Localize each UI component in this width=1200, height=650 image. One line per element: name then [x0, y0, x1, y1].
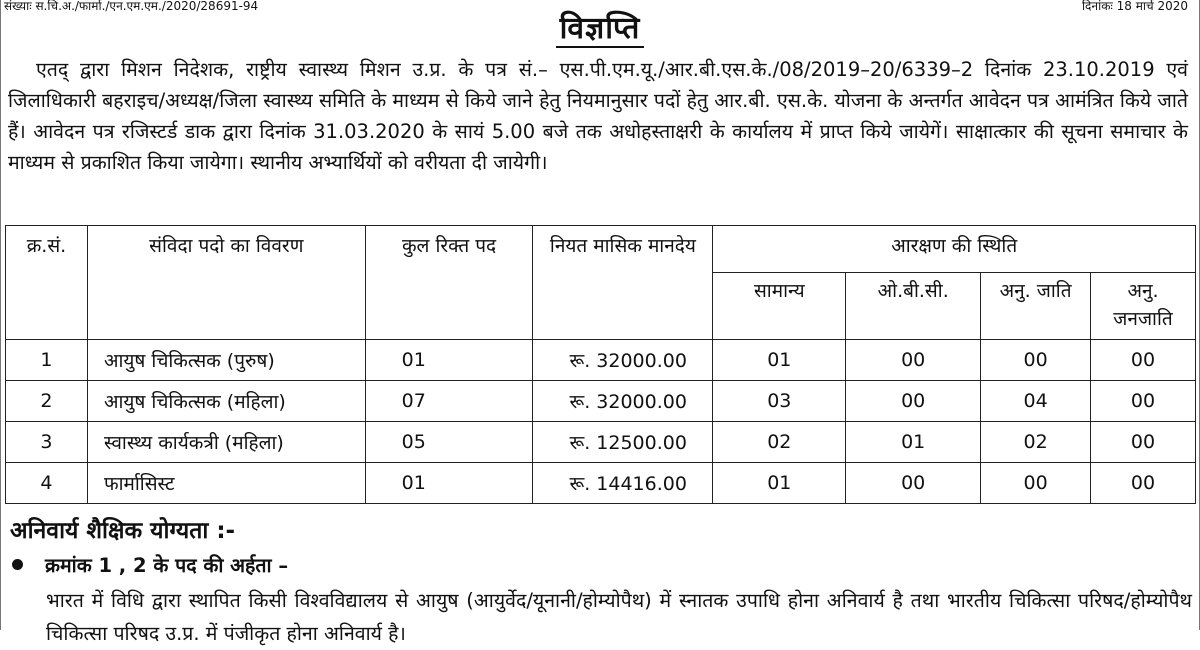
- cell-pay: रू. 14416.00: [533, 463, 713, 504]
- notice-paragraph-text: एतद् द्वारा मिशन निदेशक, राष्ट्रीय स्वास्थ्य मिशन उ.प्र. के पत्र सं.– एस.पी.एम.यू./आर.बी.एस.के./08/2019–20/6339–2 दिनांक 23.10.2019 एवं जिलाधिकारी बहराइच/अध्यक्ष/जिला स्वास्थ्य समिति के माध्यम से किये जाने हेतु नियमानुसार पदों हेतु आर.बी. एस.के. योजना के अन्तर्गत आवेदन पत्र आमंत्रित किये जाते हैं। आवेदन पत्र रजिस्टर्ड डाक द्वारा दिनांक 31.03.2020 के सायं 5.00 बजे तक अधोहस्ताक्षरी के कार्यालय में प्राप्त किये जायेगें। साक्षात्कार की सूचना समाचार के माध्यम से प्रकाशित किया जायेगा। स्थानीय अभ्यार्थियों को वरीयता दी जायेगी।: [8, 58, 1188, 174]
- header-st: अनु. जनजाति: [1091, 273, 1196, 340]
- cell-pay: रू. 12500.00: [533, 422, 713, 463]
- qualification-bullet: [12, 551, 288, 578]
- cell-post: स्वास्थ्य कार्यकत्री (महिला): [87, 422, 365, 463]
- cell-pay: रू. 32000.00: [533, 381, 713, 422]
- cell-sno: 3: [6, 422, 88, 463]
- cell-sno: 1: [6, 340, 88, 381]
- table-row: [6, 381, 1196, 422]
- header-obc: ओ.बी.सी.: [846, 273, 981, 340]
- cell-vacancies: 05: [365, 422, 533, 463]
- notice-title-text: विज्ञप्ति: [556, 11, 645, 48]
- header-post: संविदा पदो का विवरण: [87, 226, 365, 340]
- header-honorarium: नियत मासिक मानदेय: [533, 226, 713, 340]
- cell-vacancies: 01: [365, 463, 533, 504]
- table-row: [6, 340, 1196, 381]
- cell-general: 01: [713, 340, 846, 381]
- header-general: सामान्य: [713, 273, 846, 340]
- cell-st: 00: [1091, 340, 1196, 381]
- cell-post: आयुष चिकित्सक (पुरुष): [87, 340, 365, 381]
- cell-st: 00: [1091, 422, 1196, 463]
- qualification-text: भारत में विधि द्वारा स्थापित किसी विश्वविद्यालय से आयुष (आयुर्वेद/यूनानी/होम्योपैथ) में स्नातक उपाधि होना अनिवार्य है तथा भारतीय चिकित्सा परिषद/होम्योपैथ चिकित्सा परिषद उ.प्र. में पंजीकृत होना अनिवार्य है।: [46, 589, 1192, 645]
- page-border-left: [0, 0, 1, 630]
- cell-sc: 00: [981, 463, 1091, 504]
- cell-vacancies: 07: [365, 381, 533, 422]
- cell-post: फार्मासिस्ट: [87, 463, 365, 504]
- table-row: [6, 463, 1196, 504]
- qualification-bullet-text: क्रमांक 1 , 2 के पद की अर्हता –: [45, 554, 289, 577]
- cell-sno: 4: [6, 463, 88, 504]
- cell-sno: 2: [6, 381, 88, 422]
- notice-paragraph: [8, 54, 1188, 178]
- cell-sc: 02: [981, 422, 1091, 463]
- cell-obc: 00: [846, 381, 981, 422]
- table-header-row: [6, 226, 1196, 273]
- header-sno: क्र.सं.: [6, 226, 88, 340]
- cell-st: 00: [1091, 381, 1196, 422]
- notice-date: दिनांकः 18 मार्च 2020: [1081, 0, 1188, 13]
- vacancy-table: [5, 225, 1196, 504]
- table-row: [6, 422, 1196, 463]
- cell-obc: 01: [846, 422, 981, 463]
- bullet-dot-icon: [12, 559, 23, 570]
- reference-number: संख्याः स.चि.अ./फार्मा./एन.एम.एम./2020/28691-94: [4, 0, 259, 13]
- cell-pay: रू. 32000.00: [533, 340, 713, 381]
- cell-st: 00: [1091, 463, 1196, 504]
- notice-title: [0, 6, 1200, 47]
- header-sc: अनु. जाति: [981, 273, 1091, 340]
- cell-obc: 00: [846, 340, 981, 381]
- cell-general: 03: [713, 381, 846, 422]
- cell-vacancies: 01: [365, 340, 533, 381]
- cell-sc: 04: [981, 381, 1091, 422]
- cell-general: 02: [713, 422, 846, 463]
- header-vacancies: कुल रिक्त पद: [365, 226, 533, 340]
- cell-general: 01: [713, 463, 846, 504]
- header-reservation: आरक्षण की स्थिति: [713, 226, 1196, 273]
- cell-obc: 00: [846, 463, 981, 504]
- qualification-heading: अनिवार्य शैक्षिक योग्यता :-: [10, 518, 236, 544]
- cell-sc: 00: [981, 340, 1091, 381]
- cell-post: आयुष चिकित्सक (महिला): [87, 381, 365, 422]
